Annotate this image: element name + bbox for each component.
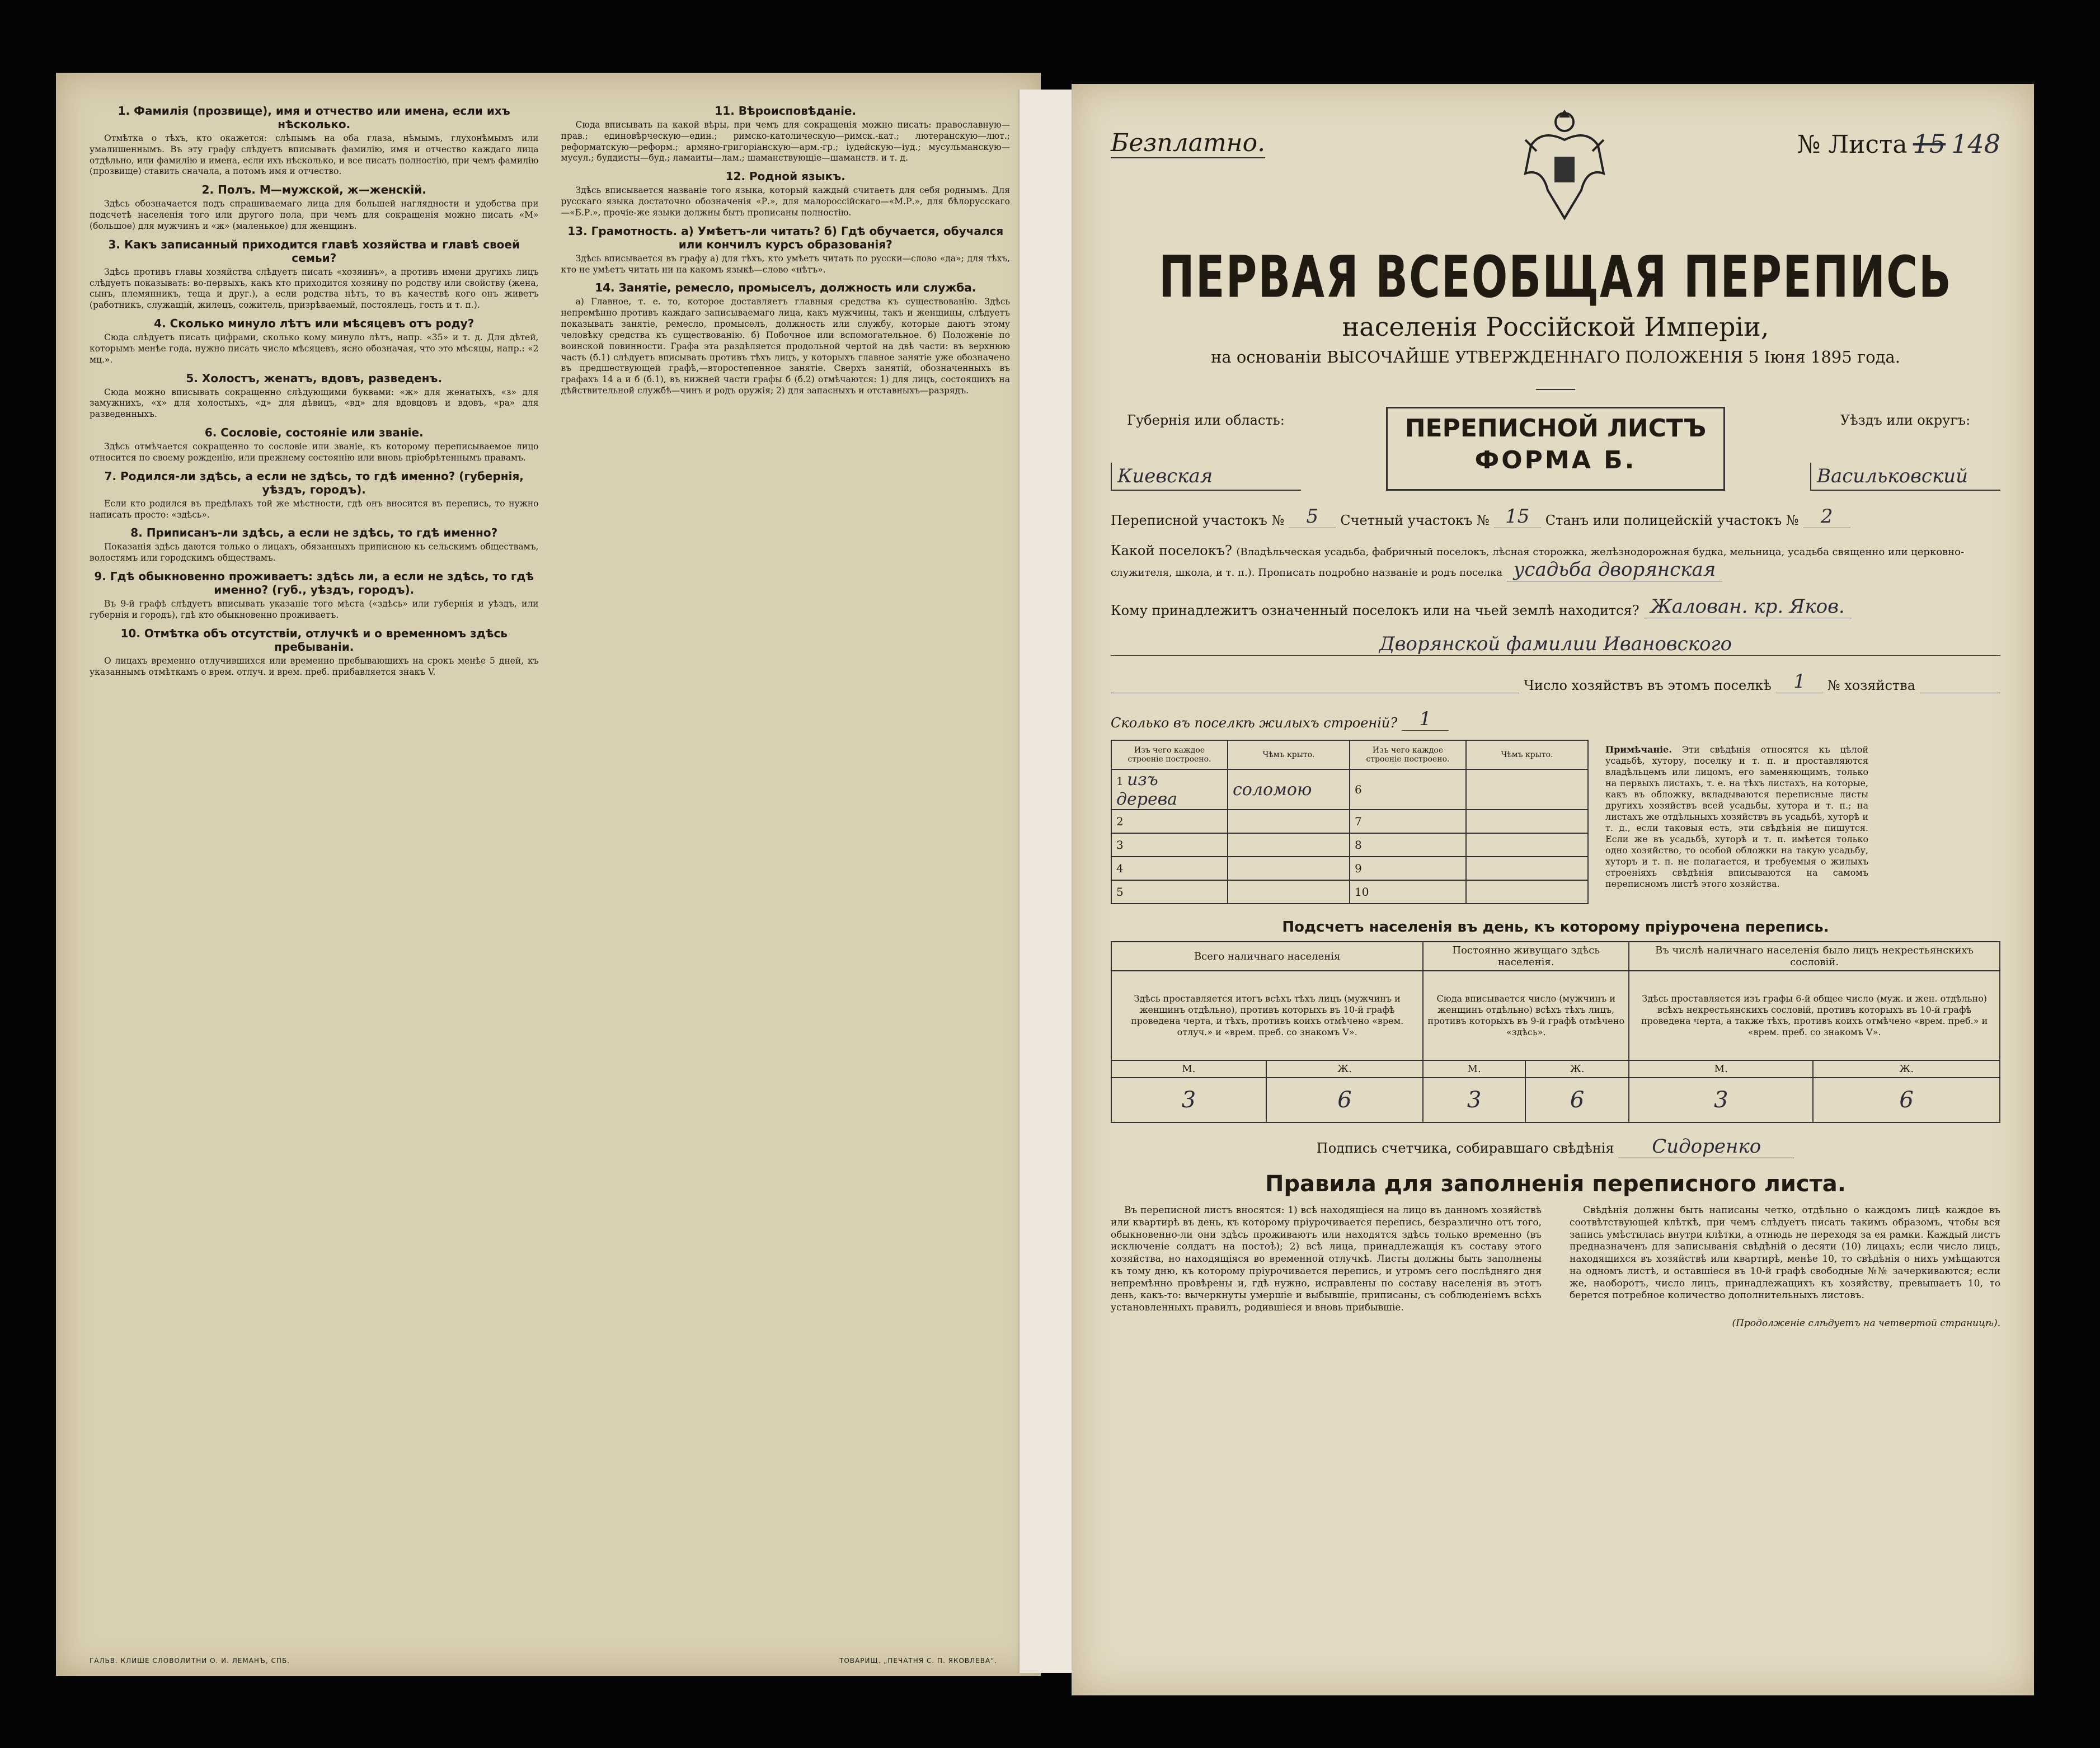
instruction-8	[90, 526, 539, 564]
rules-right-column: Свѣдѣнія должны быть написаны четко, отдѣльно о каждомъ лицѣ каждое въ соотвѣтствующей клѣткѣ, при чемъ слѣдуетъ писать такимъ образомъ, чтобы вся запись умѣстилась внутри клѣтки, а отнюдь не переходя за ея рамки. Каждый листъ предназначенъ для записыванія свѣдѣній о десяти (10) лицахъ; если число лицъ, находящихся въ хозяйствѣ или квартирѣ, менѣе 10, то свѣдѣнія о нихъ умѣщаются на одномъ листѣ, и оставшіеся въ 10-й графѣ свободные №№ зачеркиваются; если же, наоборотъ, число лицъ, принадлежащихъ къ хозяйству, превышаетъ 10, то берется потребное количество дополнительныхъ листовъ.	[1570, 1205, 2000, 1301]
instruction-13	[561, 224, 1011, 276]
instruction-2	[90, 183, 539, 232]
empty-cell	[1228, 810, 1350, 833]
female-label: Ж.	[1813, 1060, 2000, 1078]
instruction-text: Въ 9-й графѣ слѣдуетъ вписывать указаніе того мѣста («здѣсь» или губернія и уѣздъ, или губернія и городъ), гдѣ кто обыкновенно проживаетъ.	[90, 599, 539, 620]
instructions-column-2	[561, 101, 1011, 1653]
owner-line-2	[1111, 633, 2000, 656]
continued-note: (Продолженіе слѣдуетъ на четвертой страницѣ).	[1732, 1317, 2000, 1329]
male-label: М.	[1423, 1060, 1525, 1078]
roof-header: Чѣмъ крыто.	[1466, 740, 1588, 769]
stan-value: 2	[1803, 505, 1850, 528]
enumerator-signature-line	[1111, 1135, 2000, 1158]
row-number: 2	[1111, 810, 1228, 833]
settlement-label: Какой поселокъ?	[1111, 543, 1232, 558]
note-text: Эти свѣдѣнія относятся къ цѣлой усадьбѣ, хутору, поселку и т. п. и проставляются владѣльцемъ или лицомъ, его заменяющимъ, только на первыхъ листахъ, т. е. на тѣхъ листахъ, на которые, какъ въ обложку, вкладываются переписные листы другихъ хозяйствъ всей усадьбы, хутора и т. п.; на листахъ же отдѣльныхъ хозяйствъ въ усадьбѣ, хуторѣ и т. д., если таковыя есть, эти свѣдѣнія не пишутся. Если же въ усадьбѣ, хуторѣ и т. п. имѣется только одно хозяйство, то особой обложки на такую усадьбу, хуторъ и т. п. не полагается, и требуемыя о жилыхъ строеніяхъ свѣдѣнія вписываются на самомъ переписномъ листѣ этого хозяйства.	[1605, 744, 1868, 889]
instruction-text: Здѣсь обозначается подъ спрашиваемаго лица для большей наглядности и удобства при подсчетѣ населенія того или другого пола, при чемъ для сокращенія можно писать «М» (большое) для мужчинъ и «ж» (маленькое) для женщинъ.	[90, 199, 539, 231]
non-peasant-male-count: 3	[1629, 1078, 1813, 1122]
building-row	[1111, 769, 1228, 810]
owner-value-2: Дворянской фамилии Ивановского	[1111, 633, 2000, 656]
material-header: Изъ чего каждое строеніе построено.	[1350, 740, 1466, 769]
instructions-page	[56, 73, 1041, 1676]
title-divider	[1536, 389, 1575, 390]
non-peasant-instructions: Здѣсь проставляется изъ графы 6-й общее число (муж. и жен. отдѣльно) всѣхъ некрестьянскихъ сословій, противъ которыхъ въ 10-й графѣ проведена черта, а также тѣхъ, противъ коихъ отмѣчено «врем. преб.» и «врем. преб. со знакомъ V».	[1629, 971, 2000, 1060]
building-roof: соломою	[1228, 769, 1350, 810]
empty-cell	[1466, 880, 1588, 904]
form-type-code: ФОРМА Б.	[1474, 446, 1637, 474]
non-peasant-header: Въ числѣ наличнаго населенія было лицъ некрестьянскихъ сословій.	[1629, 942, 2000, 971]
instruction-heading: 4. Сколько минуло лѣтъ или мѣсяцевъ отъ роду?	[154, 317, 475, 331]
instruction-text: Показанія здѣсь даются только о лицахъ, обязанныхъ приписною къ сельскимъ обществамъ, волостямъ или городскимъ обществамъ.	[90, 542, 539, 563]
instruction-text: О лицахъ временно отлучившихся или временно пребывающихъ на срокъ менѣе 5 дней, къ указаннымъ отмѣткамъ о врем. отлуч. и врем. преб. прибавляется знакъ V.	[90, 655, 539, 677]
female-label: Ж.	[1266, 1060, 1424, 1078]
instruction-text: Отмѣтка о тѣхъ, кто окажется: слѣпымъ на оба глаза, нѣмымъ, глухонѣмымъ или умалишеннымъ. Въ эту графу слѣдуетъ вписывать фамилію, имя и отчество каждаго лица отдѣльно, или фамилію и имена, если ихъ нѣсколько, и все писать полностію, при чемъ фамилію (прозвище) ставить сначала, а потомъ имя и отчество.	[90, 133, 539, 177]
instruction-text: Здѣсь вписывается названіе того языка, который каждый считаетъ для себя роднымъ. Для русскаго языка достаточно обозначенія «Р.», для малороссійскаго—«М.Р.», для бѣлорусскаго—«Б.Р.», прочіе-же языки должны быть прописаны полностію.	[561, 185, 1010, 218]
permanent-female-count: 6	[1525, 1078, 1629, 1122]
district-label: Переписной участокъ №	[1111, 513, 1285, 528]
empty-cell	[1466, 857, 1588, 880]
rules-left-column: Въ переписной листъ вносятся: 1) всѣ находящіеся на лицо въ данномъ хозяйствѣ или квартирѣ въ день, къ которому пріурочивается перепись, безразлично отъ того, обыкновенно-ли они здѣсь проживаютъ или находятся здѣсь только временно (въ исключеніе солдатъ на постоѣ); 2) всѣ лица, принадлежащія къ составу этого хозяйства, но находящіяся во временной отлучкѣ. Листы должны быть заполнены къ тому дню, къ которому пріурочивается перепись, и утромъ сего послѣдняго дня непремѣнно провѣрены и, гдѣ нужно, исправлены по составу населенія въ этотъ день, какъ-то: вычеркнуты умершіе и выбывшіе, приписаны, съ соблюденіемъ всѣхъ установленныхъ правилъ, родившіеся и вновь прибывшіе.	[1111, 1205, 1542, 1313]
instruction-heading: 1. Фамилія (прозвище), имя и отчество или имена, если ихъ нѣсколько.	[118, 104, 510, 131]
instruction-heading: 3. Какъ записанный приходится главѣ хозяйства и главѣ своей семьи?	[108, 237, 520, 265]
row-number: 10	[1350, 880, 1466, 904]
instruction-text: Здѣсь отмѣчается сокращенно то сословіе или званіе, къ которому переписываемое лицо относится по своему рожденію, или прежнему состоянію или вновь пріобрѣтеннымъ правамъ.	[90, 441, 539, 463]
non-peasant-female-count: 6	[1813, 1078, 2000, 1122]
form-type-row	[1111, 407, 2000, 491]
instruction-heading: 2. Полъ. М—мужской, ж—женскій.	[201, 183, 426, 197]
sheet-number	[1797, 129, 2000, 159]
form-basis: на основаніи ВЫСОЧАЙШЕ УТВЕРЖДЕННАГО ПОЛОЖЕНІЯ 5 Іюня 1895 года.	[1211, 347, 1900, 366]
buildings-section	[1111, 740, 2000, 904]
empty-cell	[1466, 833, 1588, 857]
buildings-line	[1111, 708, 2000, 731]
empty-cell	[1466, 769, 1588, 810]
instruction-text: Здѣсь вписывается въ графу а) для тѣхъ, кто умѣетъ читать по русски—слово «да»; для тѣхъ, кто не умѣетъ читать ни на какомъ языкѣ—слово «нѣтъ».	[561, 253, 1010, 275]
instruction-heading: 12. Родной языкъ.	[725, 170, 845, 184]
row-number: 1	[1116, 774, 1124, 788]
roof-header: Чѣмъ крыто.	[1228, 740, 1350, 769]
form-type-box	[1386, 407, 1725, 491]
instruction-1	[90, 104, 539, 177]
form-title: ПЕРВАЯ ВСЕОБЩАЯ ПЕРЕПИСЬ	[1159, 243, 1952, 311]
row-number: 9	[1350, 857, 1466, 880]
district-value: 5	[1289, 505, 1336, 528]
instruction-11	[561, 104, 1011, 164]
present-female-count: 6	[1266, 1078, 1424, 1122]
households-value: 1	[1776, 670, 1823, 693]
instruction-text: Сюда вписывать на какой вѣры, при чемъ для сокращенія можно писать: православную—прав.; единовѣрческую—един.; римско-католическую—римск.-кат.; лютеранскую—лют.; реформатскую—реформ.; армяно-григоріанскую—арм.-гр.; іудейскую—іуд.; мусульманскую—мусул.; буддисты—буд.; ламаиты—лам.; шаманствующіе—шаманств. и т. д.	[561, 120, 1010, 163]
instruction-6	[90, 426, 539, 464]
district-line	[1111, 505, 2000, 528]
settlement-line	[1111, 543, 2000, 581]
owner-label: Кому принадлежитъ означенный поселокъ или на чьей землѣ находится?	[1111, 603, 1639, 618]
household-no-label: № хозяйства	[1827, 678, 1915, 693]
row-number: 6	[1350, 769, 1466, 810]
present-male-count: 3	[1111, 1078, 1266, 1122]
present-population-header: Всего наличнаго населенія	[1111, 942, 1423, 971]
enumerator-label: Подпись счетчика, собиравшаго свѣдѣнія	[1316, 1140, 1614, 1156]
instruction-text: Сюда можно вписывать сокращенно слѣдующими буквами: «ж» для женатыхъ, «з» для замужнихъ, «х» для холостыхъ, «д» для дѣвицъ, «вд» для вдовцовъ и вдовъ, «ра» для разведенныхъ.	[90, 387, 539, 420]
instruction-heading: 11. Вѣроисповѣданіе.	[715, 104, 857, 118]
printer-imprint-right: ТОВАРИЩ. „ПЕЧАТНЯ С. П. ЯКОВЛЕВА“.	[839, 1657, 998, 1665]
note-label: Примѣчаніе.	[1605, 744, 1672, 755]
empty-cell	[1228, 833, 1350, 857]
instruction-text: Если кто родился въ предѣлахъ той же мѣстности, гдѣ онъ вносится въ перепись, то нужно написать просто: «здѣсь».	[90, 498, 539, 520]
uezd-label: Уѣздъ или округъ:	[1840, 412, 1971, 428]
instruction-heading: 13. Грамотность. а) Умѣетъ-ли читать? б) Гдѣ обучается, обучался или кончилъ курсъ образованія?	[567, 224, 1004, 251]
buildings-note	[1589, 740, 1868, 904]
instruction-heading: 9. Гдѣ обыкновенно проживаетъ: здѣсь ли, а если не здѣсь, то гдѣ именно? (губ., уѣздъ, городъ).	[94, 570, 534, 597]
form-subtitle: населенія Россійской Имперіи,	[1342, 312, 1769, 342]
instruction-7	[90, 469, 539, 521]
settlement-hint: (Владѣльческая усадьба, фабричный поселокъ, лѣсная сторожка, желѣзнодорожная будка, мельница, усадьба священно или церковно-служителя, школа, и т. п.). Прописать подробно названіе и родъ поселка	[1111, 546, 1965, 579]
instruction-14	[561, 281, 1011, 396]
building-material: изъ дерева	[1116, 770, 1178, 809]
settlement-value: усадьба дворянская	[1507, 558, 1723, 581]
instructions-column-1	[90, 101, 539, 1653]
count-district-value: 15	[1494, 505, 1541, 528]
instruction-5	[90, 372, 539, 420]
page-divider	[1018, 90, 1074, 1673]
uezd-value: Васильковский	[1810, 463, 2000, 491]
instruction-heading: 10. Отмѣтка объ отсутствіи, отлучкѣ и о временномъ здѣсь пребываніи.	[120, 626, 508, 654]
printer-imprint-left: ГАЛЬВ. КЛИШЕ СЛОВОЛИТНИ О. И. ЛЕМАНЪ, СПБ.	[90, 1657, 290, 1665]
count-district-label: Счетный участокъ №	[1340, 513, 1490, 528]
population-count-table	[1111, 941, 2000, 1123]
present-population-instructions: Здѣсь проставляется итогъ всѣхъ тѣхъ лицъ (мужчинъ и женщинъ отдѣльно), противъ которыхъ въ 10-й графѣ проведена черта, и тѣхъ, противъ коихъ отмѣчено «врем. отлуч.» и «врем. преб. со знакомъ V».	[1111, 971, 1423, 1060]
sheet-number-label: № Листа	[1797, 130, 1908, 159]
gubernia-field	[1111, 407, 1301, 491]
empty-cell	[1466, 810, 1588, 833]
buildings-value: 1	[1402, 708, 1449, 731]
instruction-text: а) Главное, т. е. то, которое доставляетъ главныя средства къ существованію. Здѣсь непремѣнно противъ каждаго записываемаго лица, какъ мужчины, такъ и женщины, слѣдуетъ показывать занятіе, ремесло, промыселъ, должность или службу, которые даютъ этому человѣку средства къ существованію. б) Побочное или вспомогательное. б) Положеніе по воинской повинности. Графа эта раздѣляется продольной чертой на двѣ части: въ верхнюю часть (б.1) слѣдуетъ вписывать противъ тѣхъ лицъ, у которыхъ главное занятіе уже обозначено въ предшествующей графѣ,—второстепенное занятіе. Сверхъ занятій, обозначенныхъ въ графахъ 14 а и б (б.1), въ нижней части графы б (б.2) отмѣчаются: 1) для лицъ, состоящихъ на дѣйствительной службѣ—чинъ и родъ оружія; 2) для запасныхъ и отставныхъ—разрядъ.	[561, 297, 1010, 396]
row-number: 7	[1350, 810, 1466, 833]
instruction-heading: 8. Приписанъ-ли здѣсь, а если не здѣсь, то гдѣ именно?	[130, 526, 498, 540]
enumerator-signature: Сидоренко	[1618, 1135, 1794, 1158]
instruction-text: Здѣсь противъ главы хозяйства слѣдуетъ писать «хозяинъ», а противъ имени другихъ лицъ слѣдуетъ показывать: во-первыхъ, какъ кто приходится хозяину по родству или свойству (жена, сынъ, племянникъ, теща и друг.), а если родства нѣтъ, то въ качествѣ кого онъ живетъ (работникъ, служащій, жилецъ, сожитель, призрѣваемый, постоялецъ, гость и т. п.).	[90, 266, 539, 311]
instruction-heading: 7. Родился-ли здѣсь, а если не здѣсь, то гдѣ именно? (губернія, уѣздъ, городъ).	[104, 469, 524, 496]
instruction-12	[561, 170, 1011, 218]
double-headed-eagle-icon	[1520, 106, 1609, 229]
buildings-label: Сколько въ поселкѣ жилыхъ строеній?	[1111, 715, 1398, 731]
empty-cell	[1228, 880, 1350, 904]
owner-line	[1111, 595, 2000, 618]
census-form-page	[1072, 84, 2034, 1695]
instruction-heading: 14. Занятіе, ремесло, промыселъ, должность или служба.	[595, 281, 976, 295]
instruction-text: Сюда слѣдуетъ писать цифрами, сколько кому минуло лѣтъ, напр. «35» и т. д. Для дѣтей, которымъ менѣе года, нужно писать число мѣсяцевъ, ясно обозначая, что это мѣсяцы, напр.: «2 мц.».	[90, 332, 539, 365]
rules-section	[1111, 1205, 2000, 1314]
free-label: Безплатно.	[1111, 129, 1266, 157]
row-number: 8	[1350, 833, 1466, 857]
rules-title: Правила для заполненія переписного листа.	[1265, 1171, 1846, 1197]
female-label: Ж.	[1525, 1060, 1629, 1078]
form-type-title: ПЕРЕПИСНОЙ ЛИСТЪ	[1404, 414, 1707, 443]
instruction-9	[90, 570, 539, 621]
row-number: 5	[1111, 880, 1228, 904]
households-label: Число хозяйствъ въ этомъ поселкѣ	[1524, 678, 1772, 693]
owner-value-1: Жалован. кр. Яков.	[1644, 595, 1852, 618]
permanent-population-instructions: Сюда вписывается число (мужчинъ и женщинъ отдѣльно) всѣхъ тѣхъ лицъ, противъ которыхъ въ 9-й графѣ отмѣчено «здѣсь».	[1423, 971, 1629, 1060]
instruction-4	[90, 317, 539, 365]
empty-cell	[1228, 857, 1350, 880]
row-number: 4	[1111, 857, 1228, 880]
instruction-heading: 5. Холостъ, женатъ, вдовъ, разведенъ.	[186, 371, 443, 385]
material-header: Изъ чего каждое строеніе построено.	[1111, 740, 1228, 769]
uezd-field	[1810, 407, 2000, 491]
permanent-male-count: 3	[1423, 1078, 1525, 1122]
form-header-row	[1111, 106, 2000, 241]
row-number: 3	[1111, 833, 1228, 857]
gubernia-value: Киевская	[1111, 463, 1301, 491]
male-label: М.	[1111, 1060, 1266, 1078]
gubernia-label: Губернія или область:	[1127, 412, 1285, 428]
instruction-heading: 6. Сословіе, состояніе или званіе.	[204, 426, 424, 440]
households-line	[1111, 670, 2000, 693]
stan-label: Станъ или полицейскій участокъ №	[1545, 513, 1799, 528]
male-label: М.	[1629, 1060, 1813, 1078]
instruction-10	[90, 627, 539, 678]
sheet-number-value: 148	[1951, 129, 2000, 159]
instruction-3	[90, 238, 539, 311]
population-count-title: Подсчетъ населенія въ день, къ которому пріурочена перепись.	[1282, 919, 1829, 936]
buildings-table	[1111, 740, 1589, 904]
permanent-population-header: Постоянно живущаго здѣсь населенія.	[1423, 942, 1629, 971]
sheet-number-struck: 15	[1913, 129, 1946, 159]
